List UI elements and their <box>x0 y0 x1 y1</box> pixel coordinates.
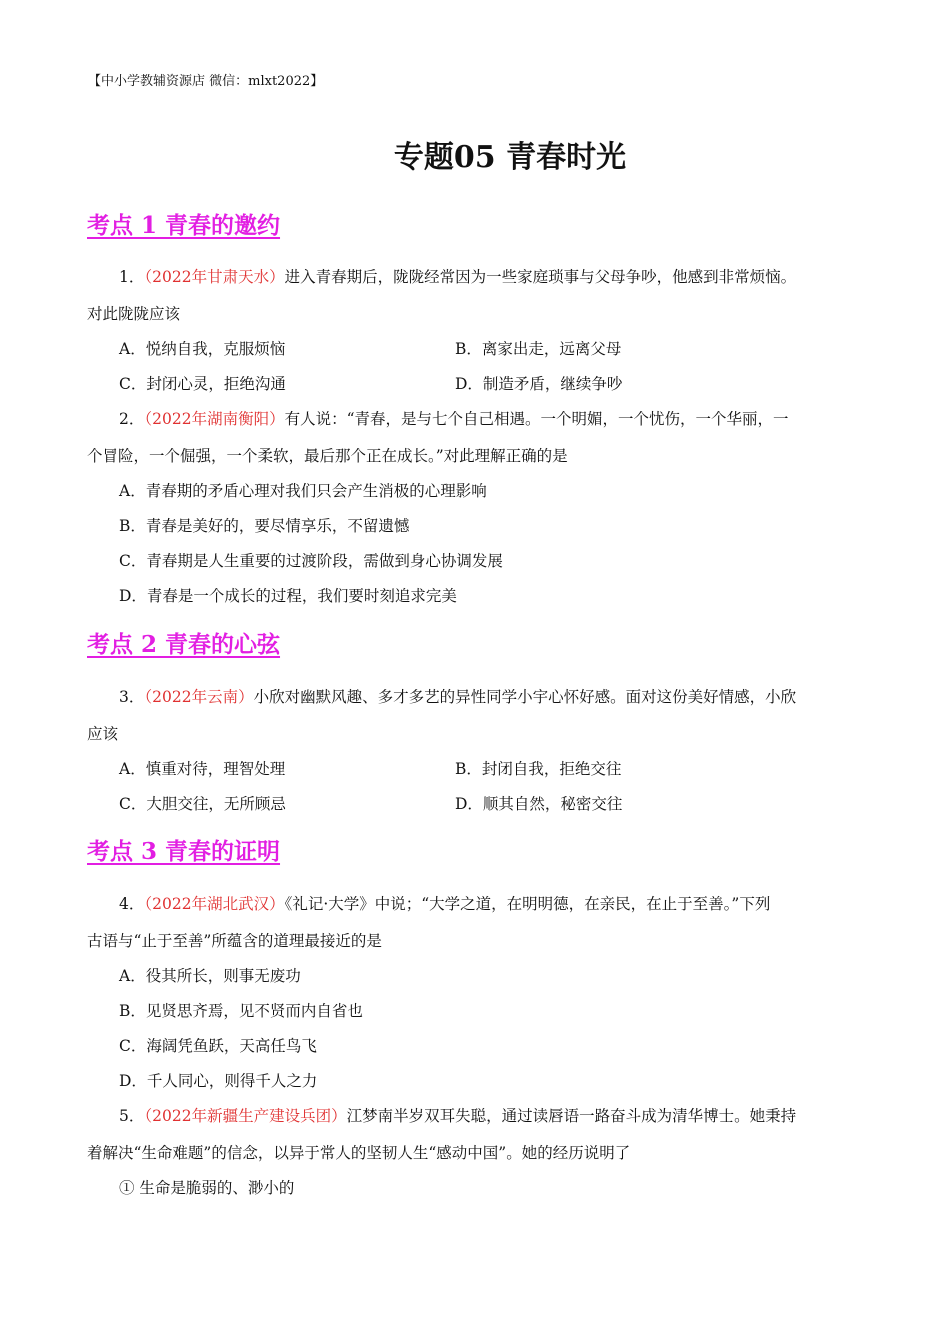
question-3-option-a: A．慎重对待，理智处理 <box>119 760 286 778</box>
question-stem: 小欣对幽默风趣、多才多艺的异性同学小宇心怀好感。面对这份美好情感，小欣 <box>253 688 797 706</box>
question-1-option-c: C．封闭心灵，拒绝沟通 <box>119 375 286 393</box>
question-number: 1． <box>119 268 145 286</box>
question-number: 3． <box>119 688 145 706</box>
question-2-line-2: 个冒险，一个倔强，一个柔软，最后那个正在成长。”对此理解正确的是 <box>87 447 568 465</box>
question-number: 4． <box>119 895 145 913</box>
question-source: （2022年云南） <box>144 688 254 706</box>
question-3-option-c: C．大胆交往，无所顾忌 <box>119 795 286 813</box>
question-2-option-d: D．青春是一个成长的过程，我们要时刻追求完美 <box>119 587 457 605</box>
page-title: 专题05 青春时光 <box>393 140 627 175</box>
question-source: （2022年新疆生产建设兵团） <box>144 1107 347 1125</box>
question-4-line-1 <box>119 892 770 914</box>
question-5-option-1: ① 生命是脆弱的、渺小的 <box>119 1179 295 1197</box>
question-3-option-d: D．顺其自然，秘密交往 <box>455 795 623 813</box>
question-1-line-2: 对此陇陇应该 <box>87 305 181 323</box>
question-4-option-b: B．见贤思齐焉，见不贤而内自省也 <box>119 1002 363 1020</box>
question-3-line-1 <box>119 685 796 707</box>
question-source: （2022年湖南衡阳） <box>144 410 285 428</box>
question-5-line-2: 着解决“生命难题”的信念，以异于常人的坚韧人生“感动中国”。她的经历说明了 <box>87 1144 631 1162</box>
question-3-option-b: B．封闭自我，拒绝交往 <box>455 760 622 778</box>
section-heading-1: 考点 1 青春的邀约 <box>87 212 281 239</box>
question-2-option-c: C．青春期是人生重要的过渡阶段，需做到身心协调发展 <box>119 552 503 570</box>
question-stem: 《礼记·大学》中说；“大学之道，在明明德，在亲民，在止于至善。”下列 <box>284 895 771 913</box>
section-heading-3: 考点 3 青春的证明 <box>87 838 281 865</box>
question-1-option-d: D．制造矛盾，继续争吵 <box>455 375 623 393</box>
question-stem: 进入青春期后，陇陇经常因为一些家庭琐事与父母争吵，他感到非常烦恼。 <box>284 268 797 286</box>
question-2-option-a: A．青春期的矛盾心理对我们只会产生消极的心理影响 <box>119 482 487 500</box>
header-note: 【中小学教辅资源店 微信：mlxt2022】 <box>88 74 324 89</box>
question-1-option-b: B．离家出走，远离父母 <box>455 340 622 358</box>
question-number: 5． <box>119 1107 145 1125</box>
question-3-line-2: 应该 <box>87 725 119 743</box>
question-5-line-1 <box>119 1104 796 1126</box>
question-2-option-b: B．青春是美好的，要尽情享乐，不留遗憾 <box>119 517 410 535</box>
question-number: 2． <box>119 410 145 428</box>
question-1-option-a: A．悦纳自我，克服烦恼 <box>119 340 286 358</box>
question-stem: 有人说：“青春，是与七个自己相遇。一个明媚，一个忧伤，一个华丽，一 <box>284 410 789 428</box>
question-1-line-1 <box>119 265 796 287</box>
question-4-option-a: A．役其所长，则事无废功 <box>119 967 301 985</box>
question-stem: 江梦南半岁双耳失聪，通过读唇语一路奋斗成为清华博士。她秉持 <box>346 1107 797 1125</box>
question-4-option-d: D．千人同心，则得千人之力 <box>119 1072 318 1090</box>
question-2-line-1 <box>119 407 789 429</box>
question-4-line-2: 古语与“止于至善”所蕴含的道理最接近的是 <box>87 932 382 950</box>
question-source: （2022年湖北武汉） <box>144 895 285 913</box>
question-source: （2022年甘肃天水） <box>144 268 285 286</box>
question-4-option-c: C．海阔凭鱼跃，天高任鸟飞 <box>119 1037 317 1055</box>
section-heading-2: 考点 2 青春的心弦 <box>87 631 281 658</box>
